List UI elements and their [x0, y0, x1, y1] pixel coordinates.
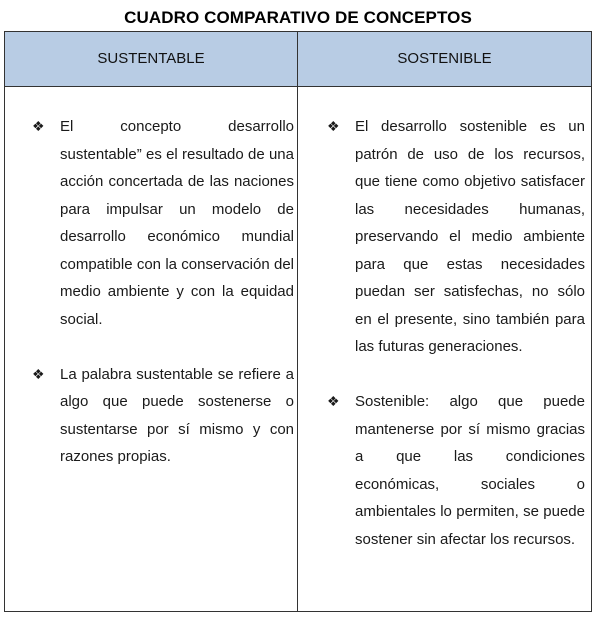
list-item [32, 113, 294, 333]
list-item-text: El concepto desarrollo sustentable” es el resultado de una acción concertada de las naciones para impulsar un modelo de desarrollo económico mundial compatible con la conservación del medio ambiente y con la equidad social. [60, 118, 294, 328]
spacer [32, 333, 294, 361]
page-title: CUADRO COMPARATIVO DE CONCEPTOS [124, 8, 472, 27]
column-header-sostenible: SOSTENIBLE [397, 50, 492, 67]
sostenible-column [327, 113, 585, 553]
diamond-bullet-icon: ❖ [32, 118, 45, 134]
list-item-text: Sostenible: algo que puede mantenerse por sí mismo gracias a que las condiciones económicas, sociales o ambientales lo permiten, se puede sostener sin afectar los recursos. [355, 393, 585, 548]
diamond-bullet-icon: ❖ [32, 365, 45, 382]
list-item [327, 113, 585, 361]
spacer [327, 361, 585, 389]
sustentable-column [32, 113, 294, 471]
list-item [327, 388, 585, 553]
list-item [32, 361, 294, 471]
column-header-sustentable: SUSTENTABLE [97, 50, 205, 67]
table-header-row [5, 32, 591, 87]
comparison-table [4, 31, 592, 612]
diamond-bullet-icon: ❖ [327, 118, 340, 134]
list-item-text: La palabra sustentable se refiere a algo que puede sostenerse o sustentarse por sí mismo y con razones propias. [60, 365, 294, 465]
diamond-bullet-icon: ❖ [327, 393, 340, 409]
list-item-text: El desarrollo sostenible es un patrón de uso de los recursos, que tiene como objetivo satisfacer las necesidades humanas, preservando el medio ambiente para que estas necesidades puedan ser satisfechas, no sólo en el presente, sino también para las futuras generaciones. [355, 118, 585, 355]
column-divider [297, 32, 298, 611]
